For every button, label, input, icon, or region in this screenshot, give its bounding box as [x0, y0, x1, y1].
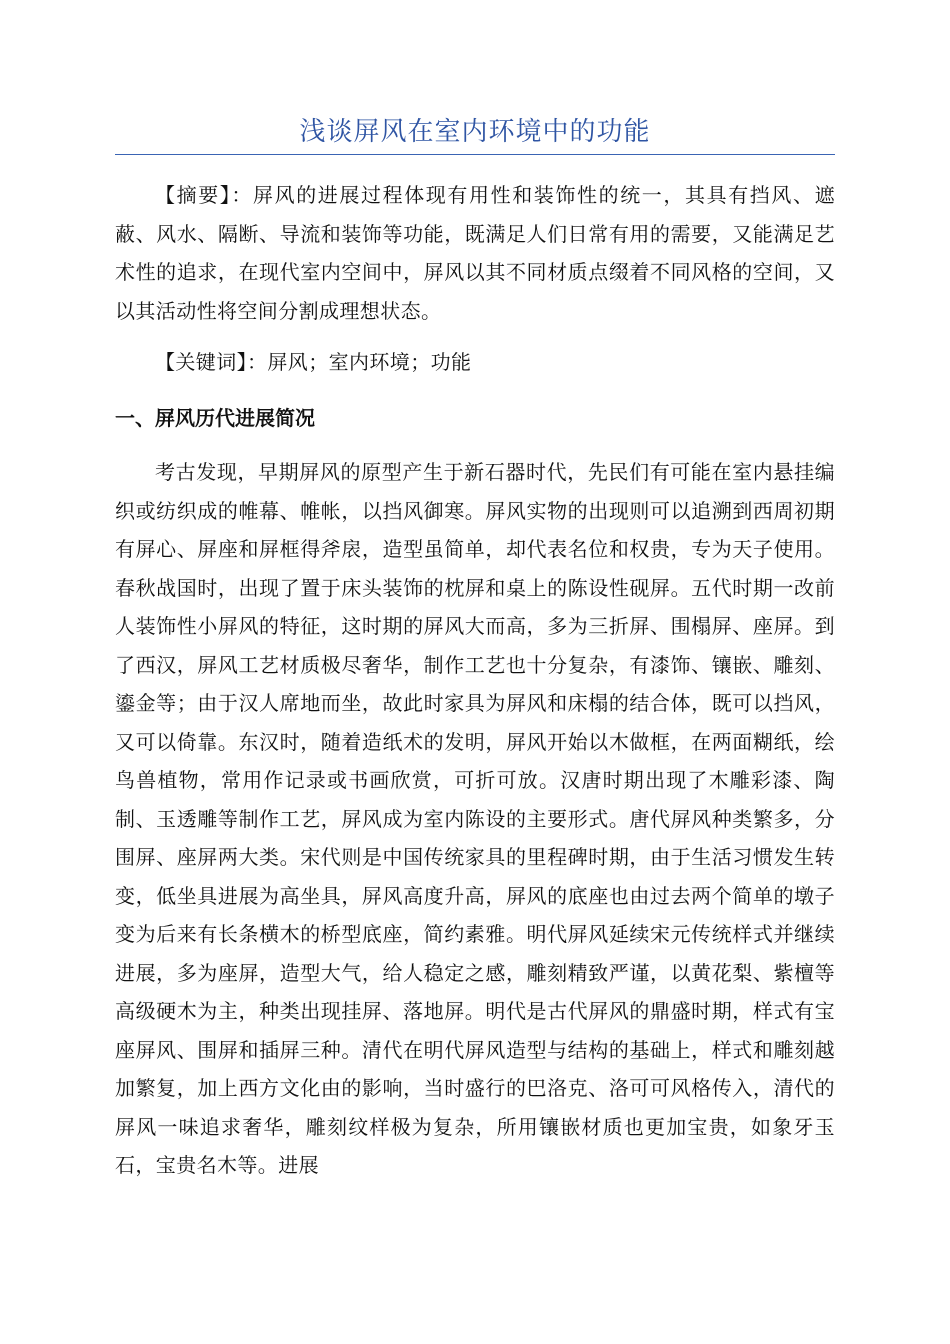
abstract-paragraph: 【摘要】：屏风的进展过程体现有用性和装饰性的统一，其具有挡风、遮蔽、风水、隔断、导流和装饰等功能，既满足人们日常有用的需要，又能满足艺术性的追求，在现代室内空间中，屏风以其不同材质点缀着不同风格的空间，又以其活动性将空间分割成理想状态。: [115, 183, 835, 323]
page-title: 浅谈屏风在室内环境中的功能: [299, 117, 651, 147]
keywords-paragraph: 【关键词】：屏风；室内环境；功能: [155, 350, 472, 374]
body-paragraph: 考古发现，早期屏风的原型产生于新石器时代，先民们有可能在室内悬挂编织或纺织成的帷幕、帷帐，以挡风御寒。屏风实物的出现则可以追溯到西周初期有屏心、屏座和屏框得斧扆，造型虽简单，却代表名位和权贵，专为天子使用。春秋战国时，出现了置于床头装饰的枕屏和桌上的陈设性砚屏。五代时期一改前人装饰性小屏风的特征，这时期的屏风大而高，多为三折屏、围榻屏、座屏。到了西汉，屏风工艺材质极尽奢华，制作工艺也十分复杂，有漆饰、镶嵌、雕刻、鎏金等；由于汉人席地而坐，故此时家具为屏风和床榻的结合体，既可以挡风，又可以倚靠。东汉时，随着造纸术的发明，屏风开始以木做框，在两面糊纸，绘鸟兽植物，常用作记录或书画欣赏，可折可放。汉唐时期出现了木雕彩漆、陶制、玉透雕等制作工艺，屏风成为室内陈设的主要形式。唐代屏风种类繁多，分围屏、座屏两大类。宋代则是中国传统家具的里程碑时期，由于生活习惯发生转变，低坐具进展为高坐具，屏风高度升高，屏风的底座也由过去两个简单的墩子变为后来有长条横木的桥型底座，简约素雅。明代屏风延续宋元传统样式并继续进展，多为座屏，造型大气，给人稳定之感，雕刻精致严谨，以黄花梨、紫檀等高级硬木为主，种类出现挂屏、落地屏。明代是古代屏风的鼎盛时期，样式有宝座屏风、围屏和插屏三种。清代在明代屏风造型与结构的基础上，样式和雕刻越加繁复，加上西方文化由的影响，当时盛行的巴洛克、洛可可风格传入，清代的屏风一味追求奢华，雕刻纹样极为复杂，所用镶嵌材质也更加宝贵，如象牙玉石，宝贵名木等。进展: [115, 460, 835, 1177]
section-heading: 一、屏风历代进展简况: [115, 406, 315, 430]
title-underline-divider: [115, 154, 835, 155]
